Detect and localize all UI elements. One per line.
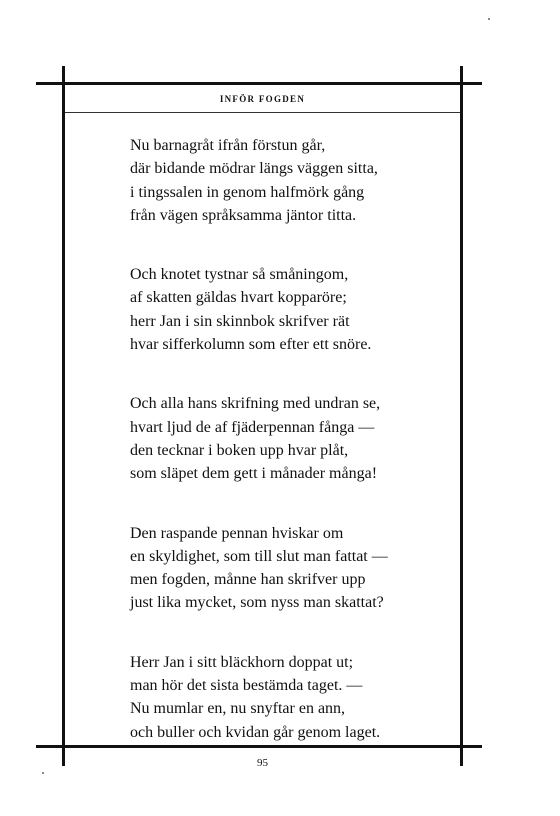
verse-line: där bidande mödrar längs väggen sitta, <box>130 160 378 178</box>
verse-line: Nu barnagråt ifrån förstun går, <box>130 137 326 154</box>
verse-line: som släpet dem gett i månader många! <box>130 465 378 483</box>
verse-line: men fogden, månne han skrifver upp <box>130 571 366 589</box>
verse-line: en skyldighet, som till slut man fattat — <box>130 547 388 565</box>
verse-line: Och knotet tystnar så småningom, <box>130 266 349 284</box>
stanza <box>130 522 460 615</box>
poem <box>130 134 460 780</box>
verse-line: af skatten gäldas hvart kopparöre; <box>130 289 347 307</box>
verse-line: hvart ljud de af fjäderpennan fånga — <box>130 418 375 436</box>
verse-line: man hör det sista bestämda taget. — <box>130 677 363 695</box>
running-head: INFÖR FOGDEN <box>219 94 306 104</box>
stanza <box>130 392 460 485</box>
stanza <box>130 134 460 227</box>
verse-line: herr Jan i sin skinnbok skrifver rät <box>130 312 350 330</box>
verse-line: i tingssalen in genom halfmörk gång <box>130 183 365 201</box>
frame-top-rule <box>36 82 482 85</box>
verse-line: just lika mycket, som nyss man skattat? <box>130 594 384 612</box>
ink-speck <box>42 772 44 774</box>
verse-line: hvar sifferkolumn som efter ett snöre. <box>130 336 372 354</box>
stanza <box>130 651 460 744</box>
stanza <box>130 263 460 356</box>
verse-line: från vägen språksamma jäntor titta. <box>130 206 357 224</box>
verse-line: och buller och kvidan går genom laget. <box>130 723 381 741</box>
verse-line: den tecknar i boken upp hvar plåt, <box>130 441 349 459</box>
header-rule <box>65 112 460 113</box>
frame-right-rule <box>460 66 463 766</box>
verse-line: Herr Jan i sitt bläckhorn doppat ut; <box>130 653 354 671</box>
verse-line: Nu mumlar en, nu snyftar en ann, <box>130 700 346 718</box>
ink-speck <box>488 18 490 20</box>
verse-line: Och alla hans skrifning med undran se, <box>130 395 381 413</box>
frame-left-rule <box>62 66 65 766</box>
page-number: 95 <box>257 757 268 769</box>
verse-line: Den raspande pennan hviskar om <box>130 524 344 542</box>
